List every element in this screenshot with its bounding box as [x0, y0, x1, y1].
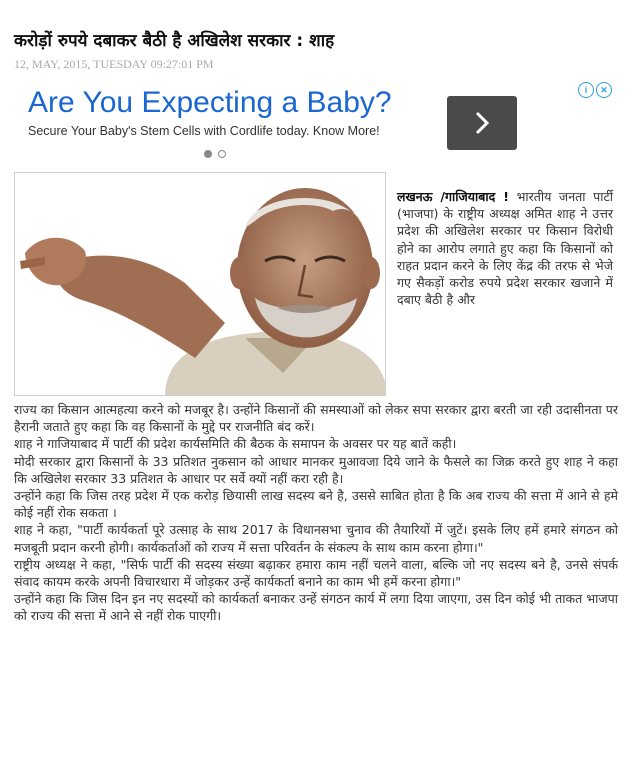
article-intro	[397, 188, 613, 308]
ad-carousel-dots	[204, 150, 226, 158]
politician-photo	[15, 173, 386, 396]
carousel-dot[interactable]	[218, 150, 226, 158]
article-paragraph: राष्ट्रीय अध्यक्ष ने कहा, "सिर्फ पार्टी की सदस्य संख्या बढ़ाकर हमारा काम नहीं चलने वाला, बल्कि जो नए सदस्य बने है, उनसे संपर्क संवाद कायम करके अपनी विचारधारा में जोड़कर उन्हें कार्यकर्ता बनाने का काम भी हमें करना होगा।"	[14, 556, 618, 590]
carousel-dot-active[interactable]	[204, 150, 212, 158]
close-icon[interactable]: ✕	[596, 82, 612, 98]
info-icon[interactable]: i	[578, 82, 594, 98]
ad-subtitle[interactable]: Secure Your Baby's Stem Cells with Cordlife today. Know More!	[28, 124, 380, 138]
page-title: करोड़ों रुपये दबाकर बैठी है अखिलेश सरकार : शाह	[14, 31, 335, 51]
article-location: लखनऊ /गाजियाबाद !	[397, 189, 509, 204]
article-paragraph: शाह ने गाजियाबाद में पार्टी की प्रदेश कार्यसमिति की बैठक के समापन के अवसर पर यह बातें कही।	[14, 436, 457, 452]
ad-next-button[interactable]	[447, 96, 517, 150]
article-paragraph: मोदी सरकार द्वारा किसानों के 33 प्रतिशत नुकसान को आधार मानकर मुआवजा दिये जाने के फैसले का जिक्र करते हुए शाह ने कहा कि अखिलेश सरकार 33 प्रतिशत के आधार पर सर्वे क्यों नहीं करा रही है।	[14, 453, 618, 486]
article-paragraph: उन्होंने कहा कि जिस तरह प्रदेश में एक करोड़ छियासी लाख सदस्य बने है, उससे साबित होता है कि अब राज्य की सत्ता में आने से हमे कोई नहीं रोक सकता ।	[14, 488, 618, 521]
article-body	[14, 401, 618, 625]
ad-choices[interactable]	[578, 82, 612, 98]
intro-text: भारतीय जनता पार्टी (भाजपा) के राष्ट्रीय अध्यक्ष अमित शाह ने उत्तर प्रदेश की अखिलेश सरकार पर किसान विरोधी होने का आरोप लगाते हुए कहा कि किसानों को राहत प्रदान करने के लिए केंद्र की तरफ से भेजे गए सैकड़ों करोड रुपये प्रदेश सरकार खजाने में दबाए बैठी है और	[397, 189, 613, 308]
article-date: 12, MAY, 2015, TUESDAY 09:27:01 PM	[14, 57, 214, 71]
article-paragraph: राज्य का किसान आत्महत्या करने को मजबूर है। उन्होंने किसानों की समस्याओं को लेकर सपा सरकार द्वारा बरती जा रही उदासीनता पर हैरानी जताते हुए कहा कि वह किसानों के मुद्दे पर राजनीति बंद करें।	[14, 402, 618, 435]
article-photo	[14, 172, 386, 396]
chevron-right-icon	[472, 109, 492, 137]
article-paragraph: शाह ने कहा, "पार्टी कार्यकर्ता पूरे उत्साह के साथ 2017 के विधानसभा चुनाव की तैयारियों में जुटें। इसके लिए हमें हमारे संगठन को मजबूती प्रदान करनी होगी। कार्यकर्ताओं को राज्य में सत्ता परिवर्तन के संकल्प के साथ काम करना होगा।"	[14, 522, 618, 555]
article-paragraph: उन्होंने कहा कि जिस दिन इन नए सदस्यों को कार्यकर्ता बनाकर उन्हें संगठन कार्य में लगा दिया जाएगा, उस दिन कोई भी ताकत भाजपा को राज्य की सत्ता में आने से नहीं रोक पाएगी।	[14, 591, 618, 624]
ad-banner[interactable]	[14, 78, 618, 170]
ad-title[interactable]: Are You Expecting a Baby?	[28, 86, 392, 119]
